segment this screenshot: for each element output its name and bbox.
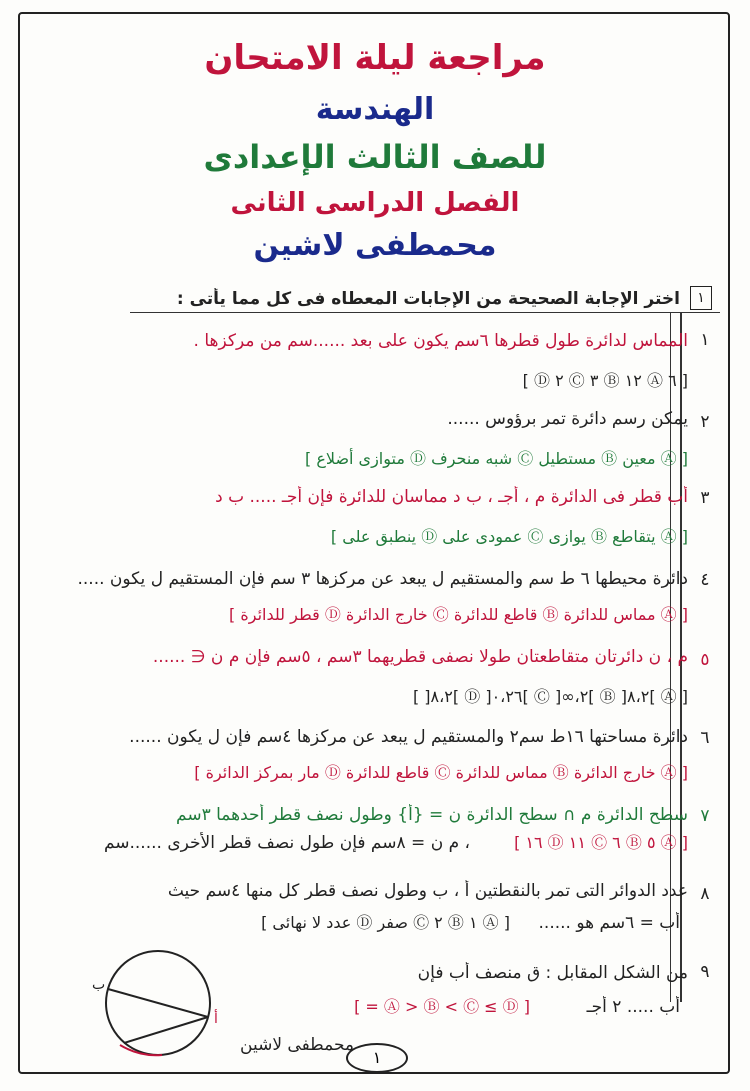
- subject-title: الهندسة: [315, 92, 435, 127]
- question-6-options: [ Ⓐ خارج الدائرة Ⓑ مماس للدائرة Ⓒ قاطع للدائرة Ⓓ مار بمركز الدائرة ]: [194, 763, 688, 782]
- question-2-number: ٢: [700, 412, 710, 432]
- label-a: أ: [214, 1011, 218, 1027]
- arc-marks: [120, 1045, 162, 1055]
- question-5-text: م ، ن دائرتان متقاطعتان طولا نصفى قطريهما ٣سم ، ٥سم فإن م ن ∈ ......: [152, 647, 688, 667]
- footer-signature: محمطفى لاشين: [240, 1035, 355, 1055]
- label-b: ب: [92, 977, 106, 993]
- section-underline: [130, 312, 720, 313]
- question-4-options: [ Ⓐ مماس للدائرة Ⓑ قاطع للدائرة Ⓒ خارج الدائرة Ⓓ قطر للدائرة ]: [229, 605, 688, 624]
- chord-ab: [108, 989, 208, 1017]
- question-3-number: ٣: [700, 488, 710, 508]
- question-9-options: [ Ⓐ > Ⓑ < Ⓒ ≤ Ⓓ = ]: [354, 997, 530, 1016]
- question-1-number: ١: [700, 330, 710, 350]
- question-5-options: [ Ⓐ ]٨،٢[ Ⓑ ]٢،∞[ Ⓒ ]٠،٢٦[ Ⓓ ]٨،٢[ ]: [412, 687, 688, 706]
- question-1-options: [ ٦ Ⓐ ١٢ Ⓑ ٣ Ⓒ ٢ Ⓓ ]: [522, 371, 688, 390]
- section-number: ١: [690, 286, 712, 310]
- question-2-text: يمكن رسم دائرة تمر برؤوس ......: [447, 409, 688, 429]
- question-8-text: عدد الدوائر التى تمر بالنقطتين أ ، ب وطول نصف قطر كل منها ٤سم حيث: [167, 881, 688, 901]
- question-9-text-cont: أب ..... ٢ أجـ: [586, 997, 680, 1017]
- question-3-options: [ Ⓐ يتقاطع Ⓑ يوازى Ⓒ عمودى على Ⓓ ينطبق على ]: [330, 527, 688, 546]
- question-7-number: ٧: [700, 806, 710, 826]
- question-5-number: ٥: [700, 650, 710, 670]
- question-9-number: ٩: [700, 962, 710, 982]
- question-7-text-cont: ، م ن = ٨سم فإن طول نصف قطر الأخرى ......سم: [103, 833, 470, 853]
- question-4-text: دائرة محيطها ٦ ط سم والمستقيم ل يبعد عن مركزها ٣ سم فإن المستقيم ل يكون .....: [77, 569, 688, 589]
- term-title: الفصل الدراسى الثانى: [230, 188, 520, 218]
- question-9-text: من الشكل المقابل : ق منصف أب فإن: [417, 963, 688, 983]
- section-instructions: اختر الإجابة الصحيحة من الإجابات المعطاه فى كل مما يأتى :: [176, 289, 680, 309]
- question-7-options: [ Ⓐ ٥ Ⓑ ٦ Ⓒ ١١ Ⓓ ١٦ ]: [514, 833, 688, 852]
- author-name: محمطفى لاشين: [253, 228, 497, 263]
- question-6-number: ٦: [700, 728, 710, 748]
- circle-chord-figure: [80, 945, 240, 1065]
- question-7-text: سطح الدائرة م ∩ سطح الدائرة ن = {أ} وطول نصف قطر أحدهما ٣سم: [176, 805, 688, 825]
- question-8-number: ٨: [700, 884, 710, 904]
- question-1-text: المماس لدائرة طول قطرها ٦سم يكون على بعد ......سم من مركزها .: [193, 331, 688, 351]
- grade-title: للصف الثالث الإعدادى: [203, 138, 547, 176]
- question-3-text: أب قطر فى الدائرة م ، أجـ ، ب د مماسان للدائرة فإن أجـ ..... ب د: [215, 487, 688, 507]
- review-title: مراجعة ليلة الامتحان: [204, 38, 546, 78]
- question-8-options: [ Ⓐ ١ Ⓑ ٢ Ⓒ صفر Ⓓ عدد لا نهائى ]: [261, 913, 510, 932]
- question-4-number: ٤: [700, 570, 710, 590]
- question-6-text: دائرة مساحتها ١٦ط سم٢ والمستقيم ل يبعد عن مركزها ٤سم فإن ل يكون ......: [129, 727, 688, 747]
- question-8-text-cont: أب = ٦سم هو ......: [538, 913, 680, 933]
- page-number: ١: [346, 1043, 408, 1073]
- question-2-options: [ Ⓐ معين Ⓑ مستطيل Ⓒ شبه منحرف Ⓓ متوازى أضلاع ]: [305, 449, 688, 468]
